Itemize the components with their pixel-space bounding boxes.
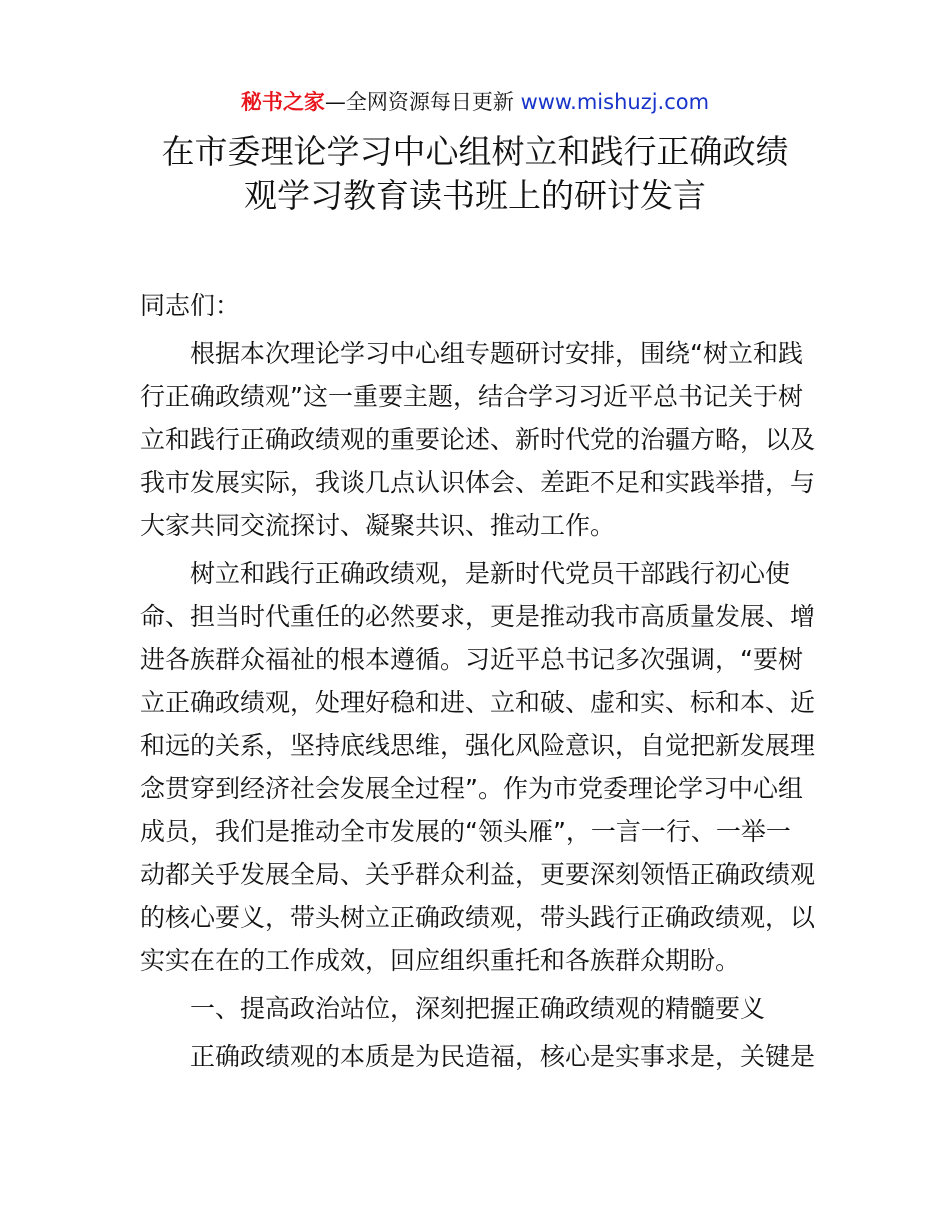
section-heading: 一、提高政治站位，深刻把握正确政绩观的精髓要义 [190, 994, 766, 1023]
paragraph-line: 进各族群众福祉的根本遵循。习近平总书记多次强调，“要树 [140, 645, 803, 674]
paragraph-line: 行正确政绩观”这一重要主题，结合学习习近平总书记关于树 [140, 382, 803, 411]
paragraph-line: 立正确政绩观，处理好稳和进、立和破、虚和实、标和本、近 [140, 688, 816, 717]
title-line: 观学习教育读书班上的研讨发言 [244, 176, 706, 215]
salutation: 同志们： [140, 291, 241, 320]
paragraph-line: 实实在在的工作成效，回应组织重托和各族群众期盼。 [140, 946, 741, 975]
paragraph [140, 332, 815, 547]
paragraph [140, 552, 815, 982]
site-url-link[interactable]: www.mishuzj.com [520, 90, 710, 114]
paragraph-line: 成员，我们是推动全市发展的“领头雁”，一言一行、一举一 [140, 817, 791, 846]
paragraph-line: 树立和践行正确政绩观，是新时代党员干部践行初心使 [190, 559, 791, 588]
paragraph-line: 的核心要义，带头树立正确政绩观，带头践行正确政绩观，以 [140, 903, 816, 932]
paragraph-line: 命、担当时代重任的必然要求，更是推动我市高质量发展、增 [140, 602, 816, 631]
document-body [140, 284, 815, 1083]
paragraph-line: 根据本次理论学习中心组专题研讨安排，围绕“树立和践 [190, 339, 803, 368]
paragraph [140, 1035, 815, 1078]
brand-name: 秘书之家 [240, 90, 325, 114]
paragraph-line: 我市发展实际，我谈几点认识体会、差距不足和实践举措，与 [140, 468, 816, 497]
paragraph-line: 念贯穿到经济社会发展全过程”。作为市党委理论学习中心组 [140, 774, 803, 803]
section-heading-block [140, 987, 815, 1030]
paragraph-line: 立和践行正确政绩观的重要论述、新时代党的治疆方略，以及 [140, 425, 816, 454]
paragraph-line: 大家共同交流探讨、凝聚共识、推动工作。 [140, 511, 616, 540]
paragraph-line: 动都关乎发展全局、关乎群众利益，更要深刻领悟正确政绩观 [140, 860, 816, 889]
document-title [100, 130, 850, 218]
title-line: 在市委理论学习中心组树立和践行正确政绩 [161, 132, 789, 171]
paragraph-line: 正确政绩观的本质是为民造福，核心是实事求是，关键是 [190, 1042, 816, 1071]
site-banner [0, 86, 950, 118]
paragraph-line: 和远的关系，坚持底线思维，强化风险意识，自觉把新发展理 [140, 731, 816, 760]
banner-tagline: —全网资源每日更新 [324, 90, 521, 114]
